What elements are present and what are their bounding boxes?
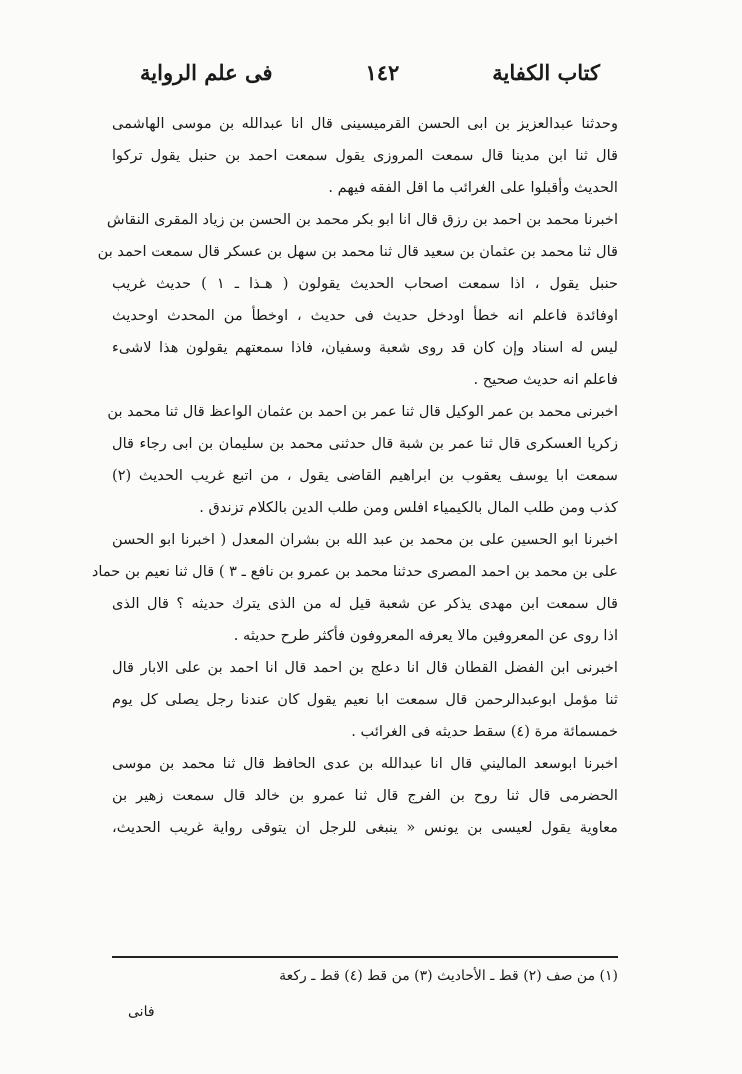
text-line: على بن محمد بن احمد المصرى حدثنا محمد بن عمرو بن نافع ـ ٣ ) قال ثنا نعيم بن حماد xyxy=(91,563,618,580)
text-line: معاوية يقول لعيسى بن يونس « ينبغى للرجل ان يتوقى رواية غريب الحديث، xyxy=(112,819,618,836)
text-line: زكريا العسكرى قال ثنا عمر بن شبة قال حدثنى محمد بن سليمان بن ابى رجاء قال xyxy=(112,435,618,452)
catchword: فانى xyxy=(128,1004,155,1020)
text-line: حنبل يقول ، اذا سمعت اصحاب الحديث يقولون ( هـذا ـ ١ ) حديث غريب xyxy=(112,275,618,292)
paragraph xyxy=(112,748,618,844)
text-line: وحدثنا عبدالعزيز بن ابى الحسن القرميسينى قال انا عبدالله بن موسى الهاشمى xyxy=(112,115,618,132)
footnote-divider xyxy=(112,956,618,958)
paragraph xyxy=(107,396,618,524)
text-line: كذب ومن طلب المال بالكيمياء افلس ومن طلب الدين بالكلام تزندق . xyxy=(199,499,618,516)
text-line: اذا روى عن المعروفين مالا يعرفه المعروفون فأكثر طرح حديثه . xyxy=(233,627,618,644)
text-line: قال ثنا ابن مدينا قال سمعت المروزى يقول سمعت احمد بن حنبل يقول تركوا xyxy=(112,147,618,164)
text-line: فاعلم انه حديث صحيح . xyxy=(473,371,618,388)
page-body xyxy=(91,108,618,844)
page-header xyxy=(140,50,600,94)
paragraph xyxy=(97,204,618,396)
page-subtitle: فى علم الرواية xyxy=(140,59,273,85)
text-line: اخبرنا محمد بن احمد بن رزق قال انا ابو بكر محمد بن الحسن بن زياد المقرى النقاش xyxy=(106,211,618,228)
book-title: كتاب الكفاية xyxy=(492,59,600,85)
text-line: خمسمائة مرة (٤) سقط حديثه فى الغرائب . xyxy=(351,723,618,740)
page-number: ١٤٢ xyxy=(365,59,400,85)
text-line: اخبرنى ابن الفضل القطان قال انا دعلج بن احمد قال انا احمد بن على الابار قال xyxy=(112,659,618,676)
text-line: الحضرمى قال ثنا روح بن الفرج قال ثنا عمرو بن خالد قال سمعت زهير بن xyxy=(112,787,618,804)
text-line: اخبرنى محمد بن عمر الوكيل قال ثنا عمر بن احمد بن عثمان الواعظ قال ثنا محمد بن xyxy=(107,403,618,420)
text-line: اوفائدة فاعلم انه خطأ اودخل حديث فى حديث ، اوخطأ من المحدث اوحديث xyxy=(112,307,618,324)
text-line: ليس له اسناد وإن كان قد روى شعبة وسفيان، فاذا سمعتهم يقولون هذا لاشىء xyxy=(112,339,618,356)
text-line: اخبرنا ابو الحسين على بن محمد بن عبد الله بن بشران المعدل ( اخبرنا ابو الحسن xyxy=(112,531,618,548)
footnotes: (١) من صف (٢) قط ـ الأحاديث (٣) من قط (٤) قط ـ ركعة xyxy=(279,968,618,984)
text-line: سمعت ابا يوسف يعقوب بن ابراهيم القاضى يقول ، من اتبع غريب الحديث (٢) xyxy=(112,467,618,484)
text-line: الحديث وأقبلوا على الغرائب ما اقل الفقه فيهم . xyxy=(328,179,618,196)
text-line: اخبرنا ابوسعد الماليني قال انا عبدالله بن عدى الحافظ قال ثنا محمد بن موسى xyxy=(112,755,618,772)
text-line: قال ثنا محمد بن عثمان بن سعيد قال ثنا محمد بن سهل بن عسكر قال سمعت احمد بن xyxy=(97,243,618,260)
text-line: قال سمعت ابن مهدى يذكر عن شعبة قيل له من الذى يترك حديثه ؟ قال الذى xyxy=(112,595,618,612)
text-line: ثنا مؤمل ابوعبدالرحمن قال سمعت ابا نعيم يقول كان عندنا رجل يصلى كل يوم xyxy=(112,691,618,708)
paragraph xyxy=(112,652,618,748)
paragraph xyxy=(112,108,618,204)
paragraph xyxy=(91,524,618,652)
